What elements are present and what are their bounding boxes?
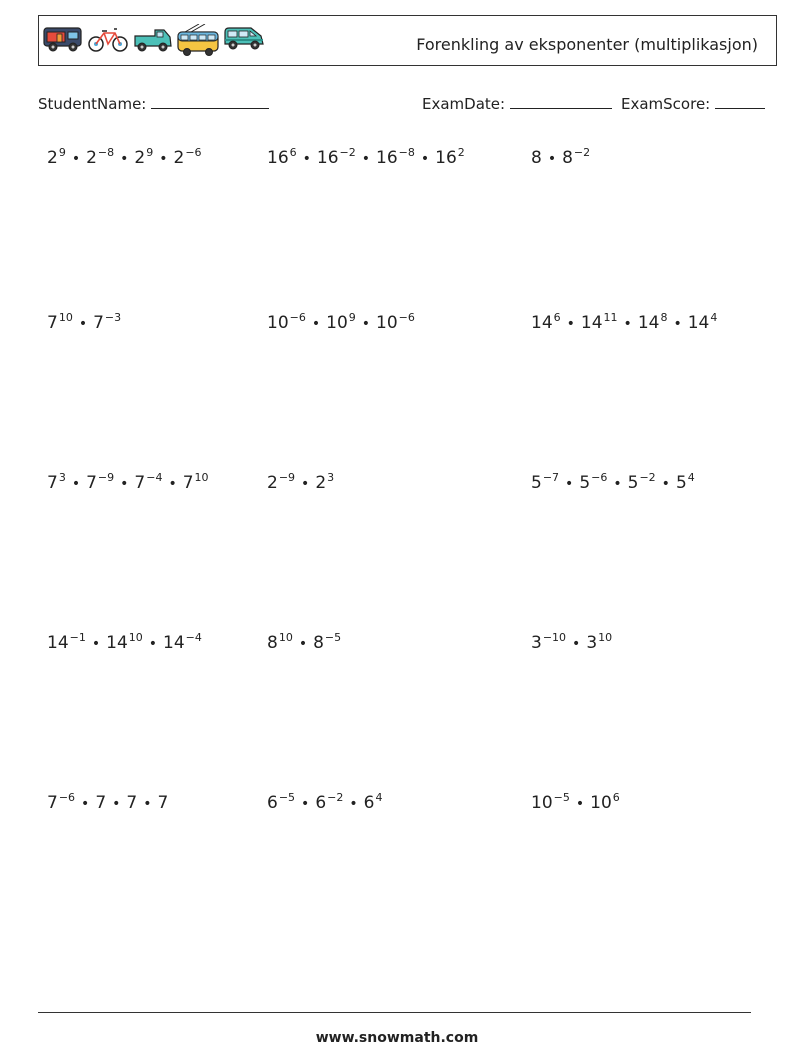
exponent: −5 bbox=[324, 631, 342, 644]
exponent: −6 bbox=[289, 311, 306, 324]
exponent: 11 bbox=[603, 311, 618, 324]
pickup-truck-icon bbox=[133, 24, 173, 54]
multiply-dot: • bbox=[572, 636, 581, 652]
base: 16 bbox=[435, 148, 457, 168]
problem-expression bbox=[531, 146, 590, 168]
exponent: 4 bbox=[710, 311, 718, 324]
multiply-dot: • bbox=[575, 796, 585, 812]
exponent: −4 bbox=[146, 471, 163, 484]
exponent: −7 bbox=[542, 471, 560, 484]
problem-expression bbox=[267, 311, 415, 333]
problem-expression bbox=[47, 631, 202, 653]
base: 7 bbox=[134, 473, 146, 493]
multiply-dot: • bbox=[71, 151, 81, 167]
exponent: 6 bbox=[612, 791, 620, 804]
base: 10 bbox=[376, 313, 398, 333]
multiply-dot: • bbox=[547, 151, 557, 167]
base: 16 bbox=[267, 148, 289, 168]
base: 2 bbox=[134, 148, 146, 168]
multiply-dot: • bbox=[420, 151, 430, 167]
base: 3 bbox=[531, 633, 542, 653]
student-name-blank[interactable] bbox=[151, 94, 269, 109]
exponent: 8 bbox=[660, 311, 668, 324]
exponent: 10 bbox=[598, 631, 613, 644]
multiply-dot: • bbox=[301, 476, 310, 492]
base: 7 bbox=[86, 473, 97, 493]
problem-expression bbox=[531, 471, 695, 493]
base: 7 bbox=[95, 793, 107, 813]
problem-expression bbox=[531, 631, 612, 653]
base: 14 bbox=[163, 633, 185, 653]
exam-score-blank[interactable] bbox=[715, 94, 765, 109]
base: 6 bbox=[315, 793, 327, 813]
exponent: 3 bbox=[327, 471, 335, 484]
multiply-dot: • bbox=[298, 636, 308, 652]
exponent: −2 bbox=[573, 146, 591, 159]
base: 7 bbox=[157, 793, 169, 813]
student-name-field bbox=[38, 94, 269, 113]
exponent: −2 bbox=[327, 791, 344, 804]
base: 10 bbox=[267, 313, 289, 333]
exponent: 10 bbox=[278, 631, 293, 644]
multiply-dot: • bbox=[120, 151, 129, 167]
exponent: −3 bbox=[104, 311, 122, 324]
student-name-label: StudentName: bbox=[38, 95, 147, 113]
multiply-dot: • bbox=[565, 476, 574, 492]
base: 7 bbox=[47, 473, 58, 493]
base: 10 bbox=[326, 313, 348, 333]
exponent: −6 bbox=[185, 146, 202, 159]
problem-expression bbox=[267, 146, 465, 168]
bicycle-icon bbox=[87, 24, 129, 54]
multiply-dot: • bbox=[661, 476, 670, 492]
exponent: −6 bbox=[58, 791, 76, 804]
exponent: 6 bbox=[553, 311, 561, 324]
multiply-dot: • bbox=[361, 316, 371, 332]
exponent: −8 bbox=[398, 146, 415, 159]
base: 14 bbox=[531, 313, 553, 333]
exponent: 2 bbox=[457, 146, 465, 159]
worksheet-header bbox=[38, 15, 777, 66]
camper-van-icon bbox=[43, 24, 83, 54]
problem-expression bbox=[267, 631, 341, 653]
exponent: 9 bbox=[146, 146, 154, 159]
exponent: −4 bbox=[185, 631, 202, 644]
multiply-dot: • bbox=[311, 316, 321, 332]
multiply-dot: • bbox=[91, 636, 101, 652]
exam-score-label: ExamScore: bbox=[621, 95, 711, 113]
trolleybus-icon bbox=[177, 24, 219, 58]
base: 7 bbox=[47, 793, 58, 813]
base: 3 bbox=[586, 633, 598, 653]
multiply-dot: • bbox=[120, 476, 129, 492]
base: 2 bbox=[315, 473, 327, 493]
exponent: 4 bbox=[375, 791, 383, 804]
multiply-dot: • bbox=[159, 151, 168, 167]
multiply-dot: • bbox=[71, 476, 81, 492]
base: 2 bbox=[173, 148, 185, 168]
base: 14 bbox=[47, 633, 69, 653]
exponent: 6 bbox=[289, 146, 297, 159]
problem-expression bbox=[47, 311, 121, 333]
problem-expression bbox=[531, 791, 620, 813]
exponent: −2 bbox=[639, 471, 656, 484]
exponent: −1 bbox=[69, 631, 86, 644]
multiply-dot: • bbox=[143, 796, 152, 812]
base: 8 bbox=[267, 633, 278, 653]
exponent: 10 bbox=[128, 631, 143, 644]
base: 2 bbox=[267, 473, 278, 493]
exponent: 9 bbox=[58, 146, 66, 159]
exponent: −9 bbox=[97, 471, 115, 484]
multiply-dot: • bbox=[623, 316, 632, 332]
exam-date-field bbox=[422, 94, 612, 113]
worksheet-title: Forenkling av eksponenter (multiplikasjon) bbox=[416, 35, 758, 54]
exponent: −5 bbox=[553, 791, 570, 804]
multiply-dot: • bbox=[78, 316, 88, 332]
exponent: 4 bbox=[687, 471, 695, 484]
base: 8 bbox=[531, 148, 542, 168]
multiply-dot: • bbox=[302, 151, 311, 167]
problem-expression bbox=[47, 146, 202, 168]
problem-expression bbox=[267, 471, 334, 493]
multiply-dot: • bbox=[148, 636, 158, 652]
base: 6 bbox=[363, 793, 375, 813]
vehicle-icon-row bbox=[43, 24, 265, 58]
multiply-dot: • bbox=[81, 796, 90, 812]
base: 14 bbox=[637, 313, 660, 333]
exponent: 3 bbox=[58, 471, 66, 484]
exam-score-field bbox=[621, 94, 765, 113]
multiply-dot: • bbox=[673, 316, 682, 332]
multiply-dot: • bbox=[301, 796, 310, 812]
exponent: −6 bbox=[591, 471, 608, 484]
exponent: −8 bbox=[97, 146, 115, 159]
problem-expression bbox=[47, 471, 209, 493]
minivan-icon bbox=[223, 24, 265, 54]
base: 7 bbox=[182, 473, 194, 493]
exponent: −5 bbox=[278, 791, 296, 804]
base: 10 bbox=[590, 793, 612, 813]
base: 5 bbox=[627, 473, 639, 493]
multiply-dot: • bbox=[566, 316, 575, 332]
base: 10 bbox=[531, 793, 553, 813]
multiply-dot: • bbox=[112, 796, 121, 812]
base: 7 bbox=[126, 793, 138, 813]
base: 5 bbox=[579, 473, 591, 493]
exponent: −9 bbox=[278, 471, 296, 484]
multiply-dot: • bbox=[613, 476, 622, 492]
multiply-dot: • bbox=[168, 476, 177, 492]
base: 2 bbox=[86, 148, 97, 168]
base: 8 bbox=[562, 148, 573, 168]
footer-website: www.snowmath.com bbox=[315, 1030, 479, 1046]
footer-divider bbox=[38, 1012, 751, 1013]
base: 16 bbox=[376, 148, 398, 168]
base: 14 bbox=[580, 313, 603, 333]
exponent: 10 bbox=[58, 311, 73, 324]
problem-expression bbox=[47, 791, 168, 813]
base: 8 bbox=[313, 633, 324, 653]
problem-expression bbox=[531, 311, 717, 333]
base: 7 bbox=[93, 313, 104, 333]
problem-expression bbox=[267, 791, 382, 813]
base: 16 bbox=[316, 148, 339, 168]
exponent: −2 bbox=[339, 146, 356, 159]
exponent: 9 bbox=[348, 311, 356, 324]
base: 2 bbox=[47, 148, 58, 168]
exponent: −10 bbox=[542, 631, 567, 644]
exam-date-blank[interactable] bbox=[510, 94, 612, 109]
base: 5 bbox=[675, 473, 687, 493]
base: 14 bbox=[106, 633, 128, 653]
multiply-dot: • bbox=[361, 151, 371, 167]
exponent: 10 bbox=[194, 471, 209, 484]
exam-date-label: ExamDate: bbox=[422, 95, 506, 113]
base: 14 bbox=[687, 313, 710, 333]
base: 7 bbox=[47, 313, 58, 333]
exponent: −6 bbox=[398, 311, 415, 324]
multiply-dot: • bbox=[349, 796, 358, 812]
base: 5 bbox=[531, 473, 542, 493]
base: 6 bbox=[267, 793, 278, 813]
